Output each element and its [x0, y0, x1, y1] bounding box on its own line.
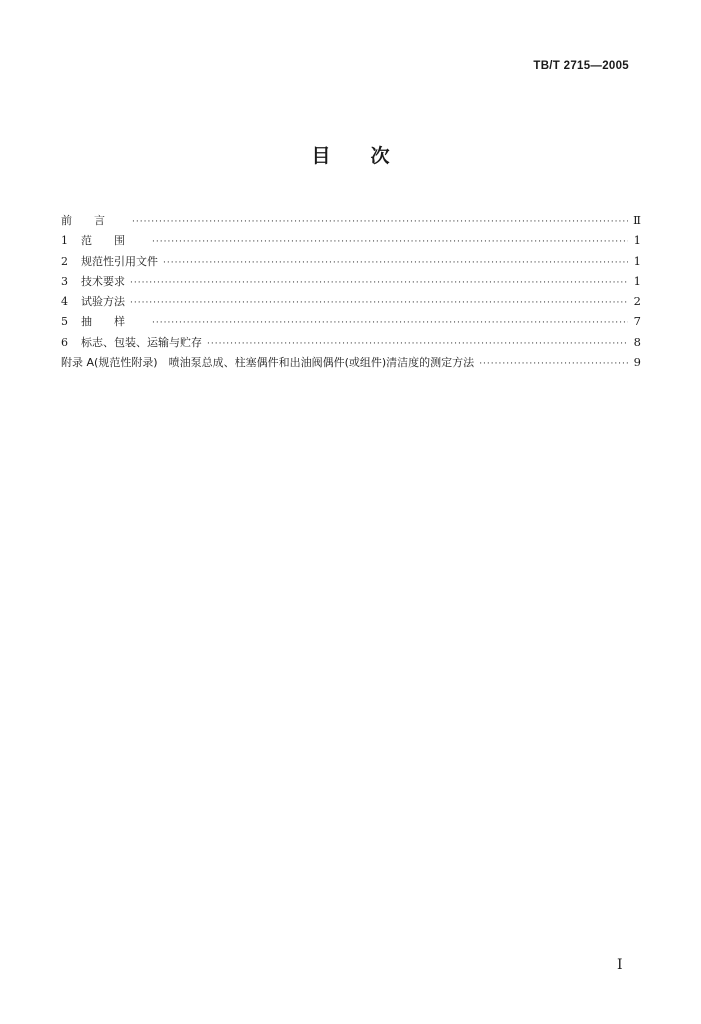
toc-entry-label	[61, 252, 158, 272]
toc-entry-page: 7	[633, 314, 641, 329]
toc-leader-dots	[132, 212, 628, 232]
toc-entry-page: 8	[633, 334, 641, 349]
toc-entry-number: 4	[61, 295, 68, 309]
toc-entry-scope[interactable]	[61, 230, 641, 250]
toc-leader-dots	[479, 354, 628, 374]
toc-entry-page: 1	[633, 233, 641, 248]
toc-entry-appendix-a[interactable]	[61, 352, 641, 372]
toc-entry-page: 1	[633, 253, 641, 268]
toc-entry-marking-packaging[interactable]	[61, 332, 641, 352]
toc-title-char-1: 目	[311, 145, 331, 167]
toc-entry-title: 规范性引用文件	[81, 254, 158, 268]
toc-entry-number: 1	[61, 234, 68, 248]
toc-entry-label	[61, 292, 125, 312]
toc-title	[0, 141, 701, 168]
toc-entry-title: 试验方法	[81, 295, 125, 309]
toc-entry-title: 标志、包装、运输与贮存	[81, 335, 202, 349]
toc-entry-page: Ⅱ	[633, 213, 641, 227]
page-number: I	[617, 957, 623, 973]
table-of-contents	[61, 210, 641, 372]
toc-entry-title: 抽样	[81, 315, 147, 329]
toc-entry-technical-requirements[interactable]	[61, 271, 641, 291]
standard-code: TB/T 2715—2005	[533, 60, 629, 72]
toc-entry-label	[61, 231, 147, 251]
toc-leader-dots	[207, 334, 628, 354]
toc-entry-title: 前言	[61, 214, 127, 227]
toc-entry-number: 2	[61, 254, 68, 268]
toc-entry-title: 技术要求	[81, 274, 125, 288]
toc-entry-test-methods[interactable]	[61, 291, 641, 311]
toc-entry-label	[61, 312, 147, 332]
toc-entry-page: 2	[633, 294, 641, 309]
toc-entry-page: 9	[633, 355, 641, 370]
toc-entry-page: 1	[633, 273, 641, 288]
toc-entry-sampling[interactable]	[61, 311, 641, 331]
toc-entry-title: 范围	[81, 234, 147, 248]
toc-leader-dots	[152, 232, 628, 252]
toc-entry-number: 5	[61, 315, 68, 329]
toc-leader-dots	[130, 293, 628, 313]
toc-title-char-2: 次	[370, 145, 390, 167]
toc-entry-number: 3	[61, 274, 68, 288]
toc-leader-dots	[152, 313, 628, 333]
toc-entry-label	[61, 272, 125, 292]
toc-leader-dots	[130, 273, 628, 293]
toc-leader-dots	[163, 253, 628, 273]
toc-entry-label	[61, 333, 202, 353]
toc-entry-number: 6	[61, 335, 68, 349]
toc-entry-normative-references[interactable]	[61, 251, 641, 271]
toc-entry-foreword[interactable]	[61, 210, 641, 230]
toc-entry-title: 附录 A(规范性附录) 喷油泵总成、柱塞偶件和出油阀偶件(或组件)清洁度的测定方法	[61, 356, 475, 370]
